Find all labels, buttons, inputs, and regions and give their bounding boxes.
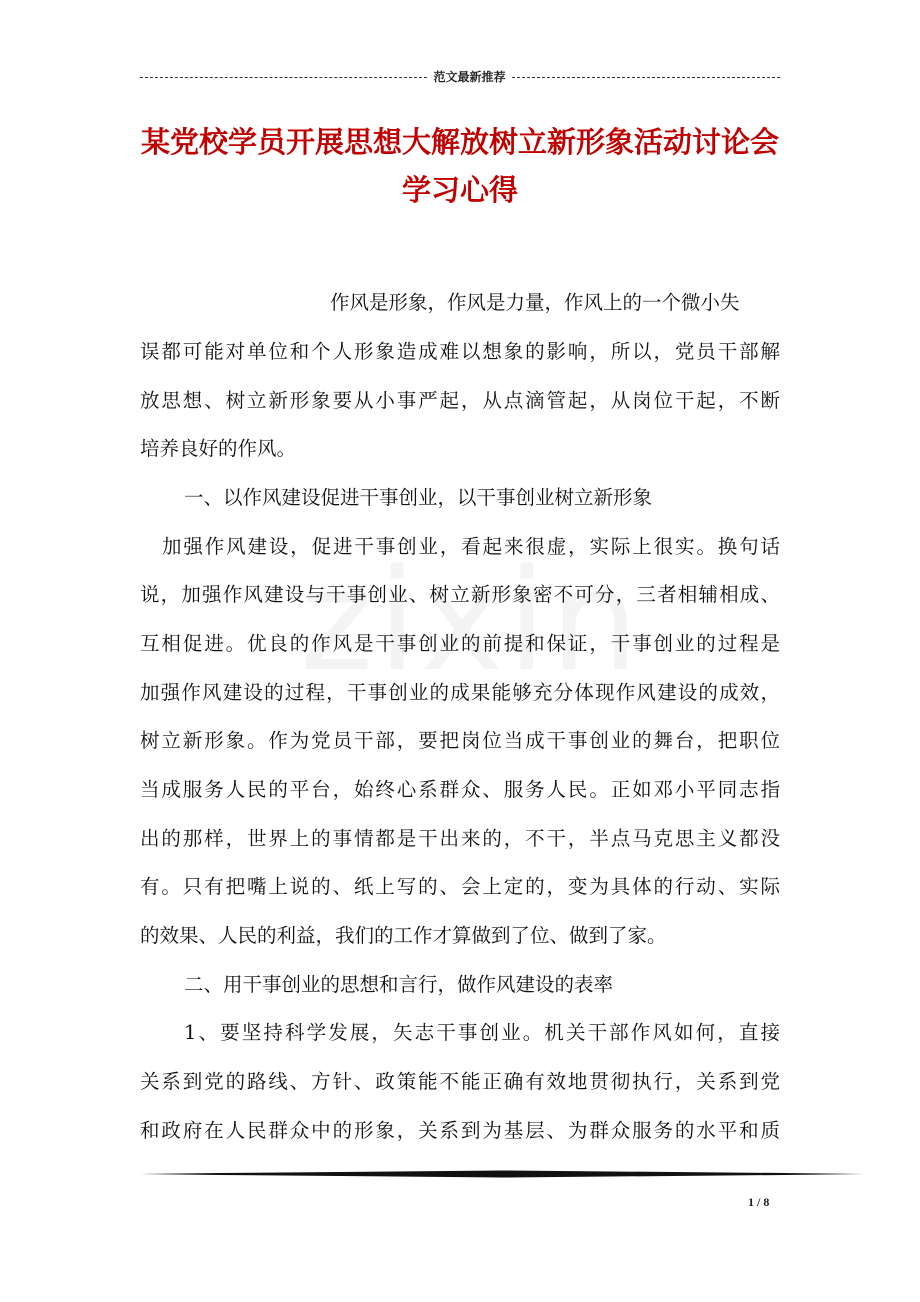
page-header: [140, 66, 780, 88]
header-dash-right: [512, 77, 780, 78]
body-line: 出的那样，世界上的事情都是干出来的，不干，半点马克思主义都没: [140, 827, 780, 850]
body-line: 作风是形象，作风是力量，作风上的一个微小失: [330, 291, 740, 314]
body-line: 说，加强作风建设与干事创业、树立新形象密不可分，三者相辅相成、: [140, 583, 780, 606]
body-line: 树立新形象。作为党员干部，要把岗位当成干事创业的舞台，把职位: [140, 729, 780, 752]
section-heading: 二、用干事创业的思想和言行，做作风建设的表率: [184, 973, 614, 996]
header-dash-left: [140, 77, 427, 78]
body-line: 加强作风建设，促进干事创业，看起来很虚，实际上很实。换句话: [162, 535, 780, 558]
body-line: 关系到党的路线、方针、政策能不能正确有效地贯彻执行，关系到党: [140, 1070, 780, 1093]
watermark: [300, 540, 643, 703]
document-title-line1: 某党校学员开展思想大解放树立新形象活动讨论会: [140, 125, 779, 159]
body-line: 加强作风建设的过程，干事创业的成果能够充分体现作风建设的成效，: [140, 681, 780, 704]
body-line: 当成服务人民的平台，始终心系群众、服务人民。正如邓小平同志指: [140, 778, 780, 801]
page-number: 1 / 8: [748, 1195, 770, 1209]
body-line: 有。只有把嘴上说的、纸上写的、会上定的，变为具体的行动、实际: [140, 875, 780, 898]
footer-rule: [140, 1170, 864, 1178]
section-heading: 一、以作风建设促进干事创业，以干事创业树立新形象: [184, 486, 653, 509]
body-line: 1、要坚持科学发展，矢志干事创业。机关干部作风如何，直接: [184, 1021, 780, 1044]
body-line: 和政府在人民群众中的形象，关系到为基层、为群众服务的水平和质: [140, 1119, 780, 1142]
header-label: 范文最新推荐: [433, 70, 506, 84]
body-line: 互相促进。优良的作风是干事创业的前提和保证，干事创业的过程是: [140, 632, 780, 655]
body-line: 放思想、树立新形象要从小事严起，从点滴管起，从岗位干起，不断: [140, 389, 780, 412]
body-line: 误都可能对单位和个人形象造成难以想象的影响，所以，党员干部解: [140, 340, 780, 363]
document-title-line2: 学习心得: [401, 173, 518, 207]
body-line: 的效果、人民的利益，我们的工作才算做到了位、做到了家。: [140, 924, 667, 947]
body-line: 培养良好的作风。: [140, 437, 297, 460]
